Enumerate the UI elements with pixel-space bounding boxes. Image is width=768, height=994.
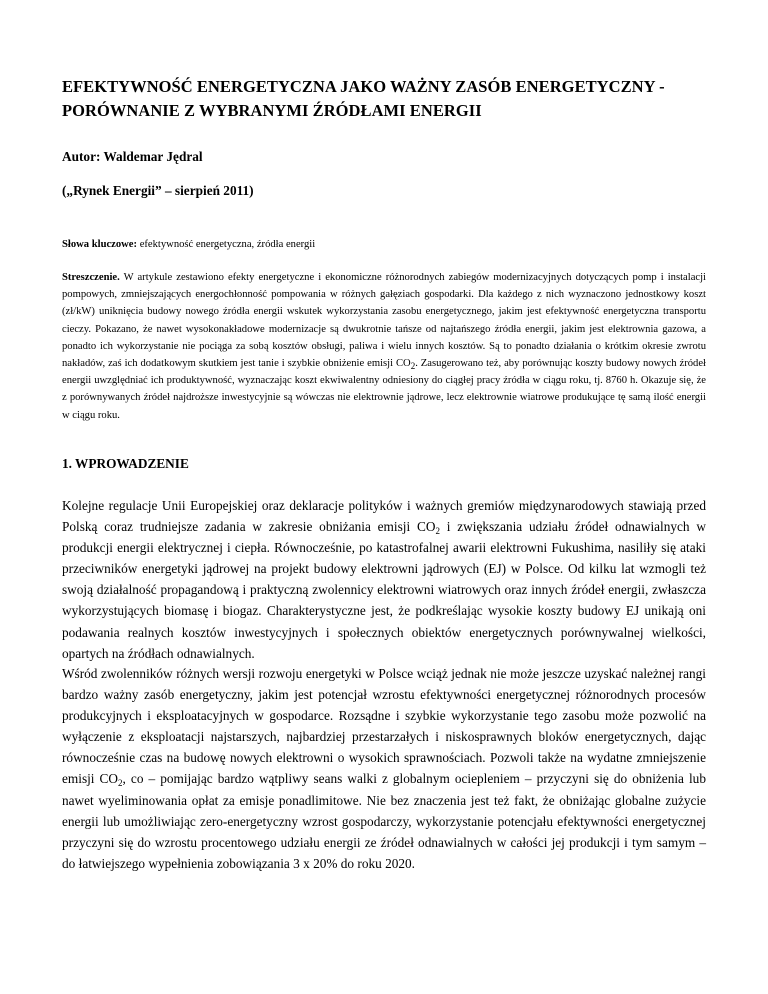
source-line: („Rynek Energii” – sierpień 2011) [62,183,254,198]
paragraph-1 [62,495,706,664]
paragraph-1-text-cont: i zwiększania udziału źródeł odnawialnych w produkcji energii elektrycznej i ciepła. Równocześnie, po katastrofalnej awarii elektrowni Fukushima, nasiliły się ataki przeciwników energetyki jądrowej na projekt budowy elektrowni jądrowych (EJ) w Polsce. Od kilku lat wzmogli też swoją działalność propagandową i praktyczną zwolennicy elektrowni wiatrowych oraz innych źródeł energii, zwłaszcza wykorzystujących biomasę i biogaz. Charakterystyczne jest, że podkreślając wysokie koszty budowy EJ unikają oni podawania realnych kosztów inwestycyjnych i społecznych obiektów energetycznych porównywalnej wielkości, opartych na źródłach odnawialnych. [62,519,706,661]
paragraph-2-text-cont: , co – pomijając bardzo wątpliwy seans walki z globalnym ociepleniem – przyczyni się do obniżenia lub nawet wyeliminowania opłat za emisje ponadlimitowe. Nie bez znaczenia jest też fakt, że obniżając globalne zużycie energii lub umożliwiając zero-energetyczny wzrost gospodarczy, wykorzystanie potencjału efektywności energetycznej przyczyni się do wzrostu procentowego udziału energii ze źródeł odnawialnych w całości jej produkcji i tym samym – do łatwiejszego wypełnienia zobowiązania 3 x 20% do roku 2020. [62,771,706,871]
paper-title: EFEKTYWNOŚĆ ENERGETYCZNA JAKO WAŻNY ZASÓB ENERGETYCZNY - PORÓWNANIE Z WYBRANYMI ŹRÓDŁAMI ENERGII [62,77,665,120]
section-heading: 1. WPROWADZENIE [62,456,189,471]
keywords [62,236,706,253]
paragraph-2-subscript: 2 [118,778,123,789]
abstract-text-cont: . Zasugerowano też, aby porównując koszty budowy nowych źródeł energii uwzględniać ich produktywność, wyznaczając koszt ekwiwalentny odniesiony do ciągłej pracy źródła w ciągu roku, tj. 8760 h. Okazuje się, że z porównywanych źródeł najdroższe inwestycyjnie są wówczas nie elektrownie jądrowe, lecz elektrownie wiatrowe produkujące tę samą ilość energii w ciągu roku. [62,358,706,421]
abstract-text: W artykule zestawiono efekty energetyczne i ekonomiczne różnorodnych zabiegów modernizacyjnych dotyczących pomp i instalacji pompowych, zmniejszających energochłonność pompowania w różnych gałęziach gospodarki. Dla każdego z nich wyznaczono jednostkowy koszt (zł/kW) uniknięcia budowy nowego źródła energii wskutek wykorzystania zasobu energetycznego, jakim jest efektywność energetyczna transportu cieczy. Pokazano, że nawet wysokonakładowe modernizacje są dwukrotnie tańsze od najtańszego źródła energii, jakim jest elektrownia gazowa, a ponadto ich wykorzystanie nie pociąga za sobą kosztów obsługi, paliwa i wielu innych kosztów. Są to ponadto działania o krótkim okresie zwrotu nakładów, zaś ich dodatkowym skutkiem jest tanie i szybkie obniżenie emisji CO [62,272,706,370]
abstract [62,269,706,424]
keywords-label: Słowa kluczowe: [62,239,138,250]
keywords-text: efektywność energetyczna, źródła energii [137,239,316,250]
abstract-subscript: 2 [410,361,416,372]
paragraph-2-text: Wśród zwolenników różnych wersji rozwoju energetyki w Polsce wciąż jednak nie może jeszcze uzyskać należnej rangi bardzo ważny zasób energetyczny, jakim jest potencjał wzrostu efektywności energetycznej różnorodnych procesów produkcyjnych i eksploatacyjnych w gospodarce. Rozsądne i szybkie wykorzystanie tego zasobu może pozwolić na wyłączenie z eksploatacji najstarszych, najbardziej przestarzałych i niskosprawnych bloków energetycznych, dając równocześnie czas na budowę nowych elektrowni o wysokich sprawnościach. Pozwoli także na wydatne zmniejszenie emisji CO [62,666,706,787]
paragraph-2 [62,663,706,874]
abstract-label: Streszczenie. [62,272,120,283]
paragraph-1-text: Kolejne regulacje Unii Europejskiej oraz deklaracje polityków i ważnych gremiów międzynarodowych stawiają przed Polską coraz trudniejsze zadania w zakresie obniżania emisji CO [62,498,706,535]
paragraph-1-subscript: 2 [435,526,440,537]
author-line: Autor: Waldemar Jędral [62,149,203,164]
